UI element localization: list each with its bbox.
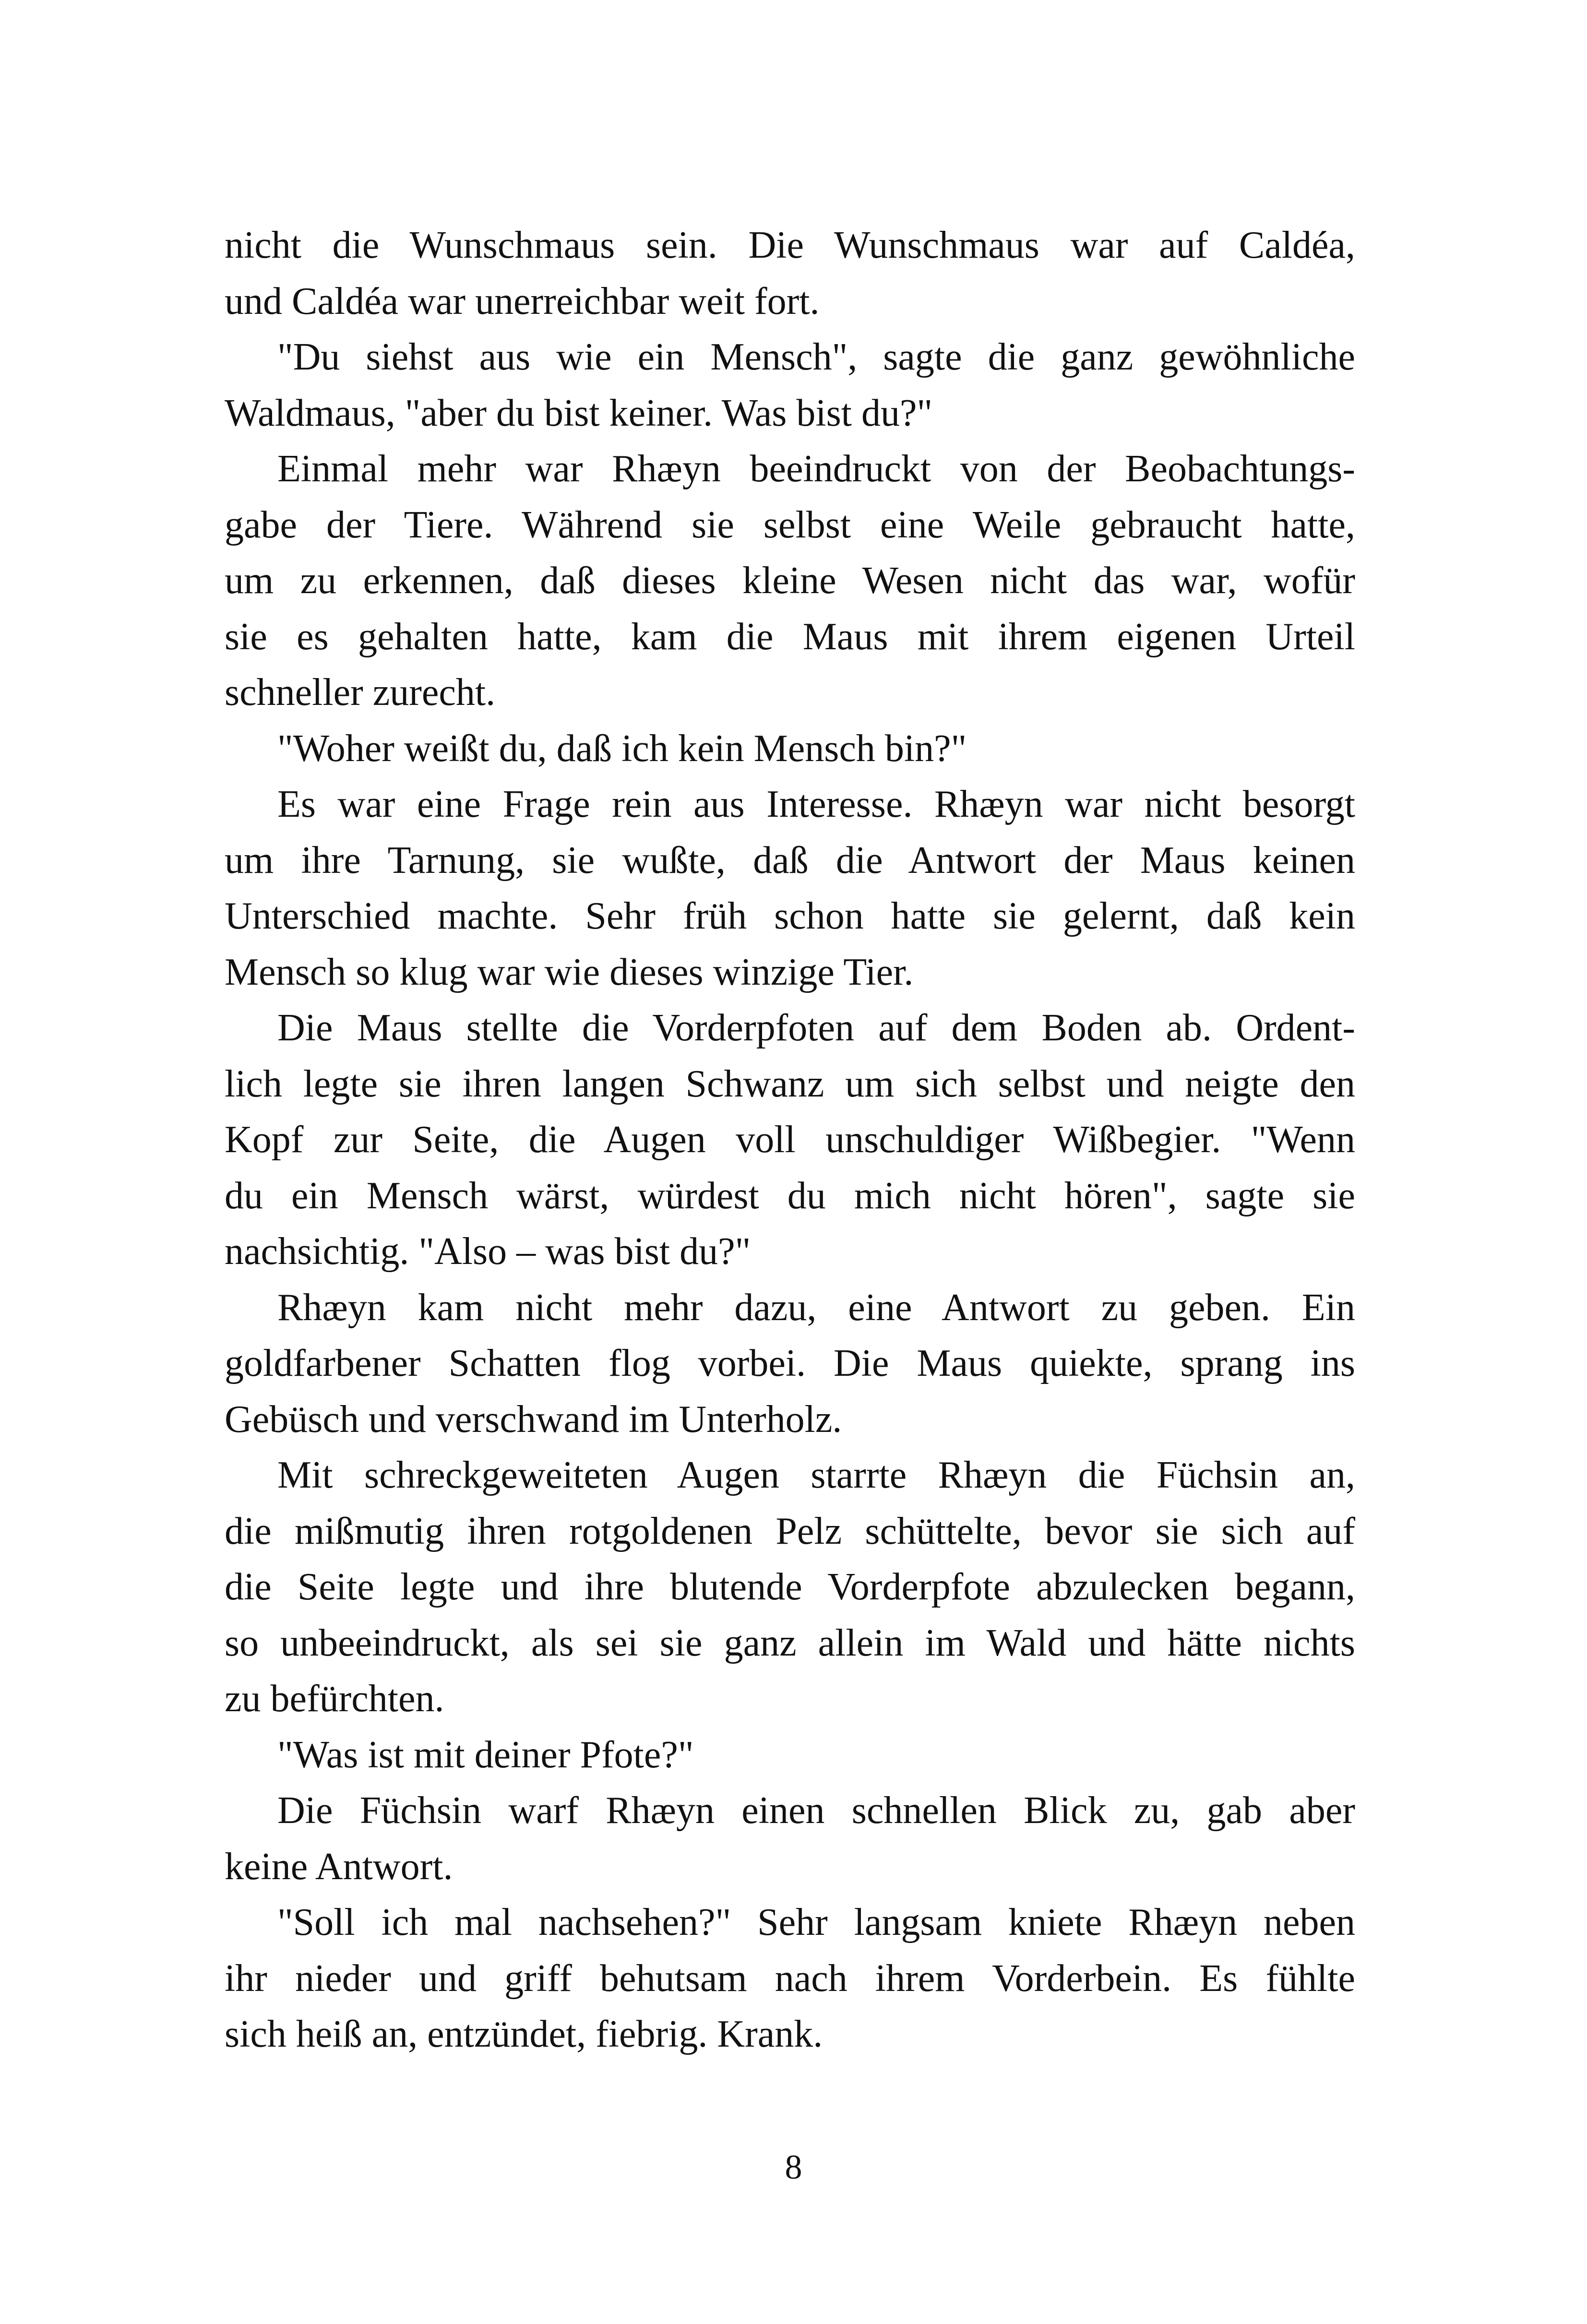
text-line: Rhæyn kam nicht mehr dazu, eine Antwort zu geben. Ein: [277, 1286, 1355, 1329]
text-line: Mensch so klug war wie dieses winzige Tier.: [225, 951, 914, 993]
body-text: [225, 217, 1355, 2062]
text-line: Die Füchsin warf Rhæyn einen schnellen Blick zu, gab aber: [277, 1789, 1355, 1832]
text-line: "Was ist mit deiner Pfote?": [277, 1733, 694, 1776]
text-line: "Soll ich mal nachsehen?" Sehr langsam kniete Rhæyn neben: [277, 1901, 1355, 1943]
text-line: so unbeeindruckt, als sei sie ganz allein im Wald und hätte nichts: [225, 1621, 1355, 1664]
text-line: Einmal mehr war Rhæyn beeindruckt von der Beobachtungs-: [277, 448, 1355, 490]
text-line: Die Maus stellte die Vorderpfoten auf dem Boden ab. Ordent-: [277, 1007, 1355, 1049]
text-line: lich legte sie ihren langen Schwanz um sich selbst und neigte den: [225, 1062, 1355, 1105]
text-line: Es war eine Frage rein aus Interesse. Rhæyn war nicht besorgt: [277, 783, 1355, 825]
text-line: die mißmutig ihren rotgoldenen Pelz schüttelte, bevor sie sich auf: [225, 1510, 1355, 1552]
text-line: sie es gehalten hatte, kam die Maus mit ihrem eigenen Urteil: [225, 615, 1355, 658]
text-line: ihr nieder und griff behutsam nach ihrem Vorderbein. Es fühlte: [225, 1957, 1355, 2000]
text-line: schneller zurecht.: [225, 671, 496, 714]
text-line: "Du siehst aus wie ein Mensch", sagte die ganz gewöhnliche: [277, 336, 1355, 378]
text-line: Gebüsch und verschwand im Unterholz.: [225, 1398, 842, 1441]
page-number: 8: [785, 2148, 802, 2186]
text-line: gabe der Tiere. Während sie selbst eine Weile gebraucht hatte,: [225, 503, 1355, 546]
text-line: Unterschied machte. Sehr früh schon hatte sie gelernt, daß kein: [225, 895, 1355, 937]
text-line: "Woher weißt du, daß ich kein Mensch bin?": [277, 727, 967, 770]
text-line: sich heiß an, entzündet, fiebrig. Krank.: [225, 2013, 823, 2055]
text-line: Kopf zur Seite, die Augen voll unschuldiger Wißbegier. "Wenn: [225, 1119, 1355, 1161]
text-line: Waldmaus, "aber du bist keiner. Was bist du?": [225, 392, 933, 434]
text-line: die Seite legte und ihre blutende Vorderpfote abzulecken begann,: [225, 1566, 1355, 1608]
text-line: um zu erkennen, daß dieses kleine Wesen nicht das war, wofür: [225, 560, 1355, 602]
text-line: und Caldéa war unerreichbar weit fort.: [225, 280, 820, 322]
text-line: um ihre Tarnung, sie wußte, daß die Antwort der Maus keinen: [225, 839, 1355, 882]
text-line: du ein Mensch wärst, würdest du mich nicht hören", sagte sie: [225, 1174, 1355, 1217]
text-line: nachsichtig. "Also – was bist du?": [225, 1230, 751, 1273]
text-line: nicht die Wunschmaus sein. Die Wunschmaus war auf Caldéa,: [225, 224, 1355, 266]
text-line: keine Antwort.: [225, 1845, 453, 1888]
text-line: goldfarbener Schatten flog vorbei. Die Maus quiekte, sprang ins: [225, 1342, 1355, 1384]
text-line: zu befürchten.: [225, 1678, 444, 1720]
text-line: Mit schreckgeweiteten Augen starrte Rhæyn die Füchsin an,: [277, 1454, 1355, 1496]
